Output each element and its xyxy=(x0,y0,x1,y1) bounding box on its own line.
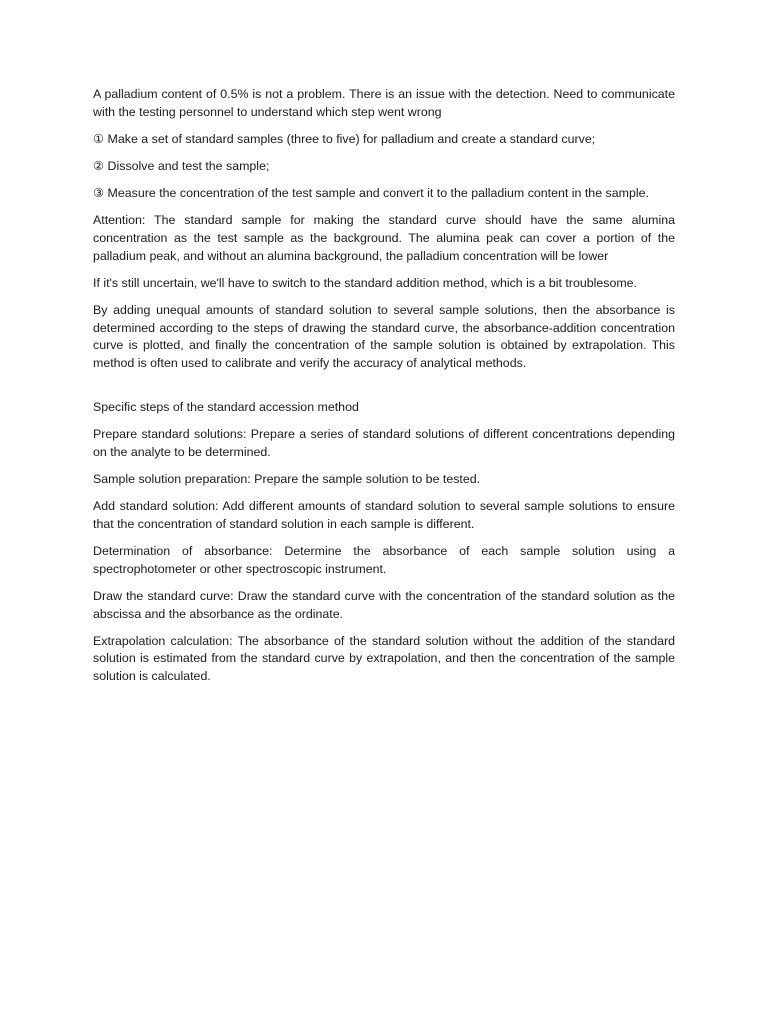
uncertain-paragraph: If it's still uncertain, we'll have to switch to the standard addition method, which is a bit troublesome. xyxy=(93,275,637,290)
standard-addition-paragraph: By adding unequal amounts of standard solution to several sample solutions, then the absorbance is determined according to the steps of drawing the standard curve, the absorbance-addition concentration curve is plotted, and finally the concentration of the sample solution is obtained by extrapolation. This method is often used to calibrate and verify the accuracy of analytical methods. xyxy=(93,302,675,370)
document-page xyxy=(93,86,675,695)
draw-curve-paragraph: Draw the standard curve: Draw the standard curve with the concentration of the standard solution as the abscissa and the absorbance as the ordinate. xyxy=(93,589,675,621)
section-heading: Specific steps of the standard accession method xyxy=(93,400,359,415)
step-two-paragraph: ② Dissolve and test the sample; xyxy=(93,158,270,173)
intro-paragraph: A palladium content of 0.5% is not a problem. There is an issue with the detection. Need to communicate with the testing personnel to understand which step went wrong xyxy=(93,87,675,119)
step-one-paragraph: ① Make a set of standard samples (three to five) for palladium and create a standard curve; xyxy=(93,131,596,146)
prepare-standard-paragraph: Prepare standard solutions: Prepare a series of standard solutions of different concentrations depending on the analyte to be determined. xyxy=(93,427,675,460)
add-standard-paragraph: Add standard solution: Add different amounts of standard solution to several sample solutions to ensure that the concentration of standard solution in each sample is different. xyxy=(93,499,675,532)
absorbance-paragraph: Determination of absorbance: Determine the absorbance of each sample solution using a spectrophotometer or other spectroscopic instrument. xyxy=(93,544,675,576)
attention-paragraph: Attention: The standard sample for making the standard curve should have the same alumina concentration as the test sample as the background. The alumina peak can cover a portion of the palladium peak, and without an alumina background, the palladium concentration will be lower xyxy=(93,213,675,263)
step-three-paragraph: ③ Measure the concentration of the test sample and convert it to the palladium content in the sample. xyxy=(93,186,649,201)
extrapolation-paragraph: Extrapolation calculation: The absorbance of the standard solution without the addition of the standard solution is estimated from the standard curve by extrapolation, and then the concentration of the sample solution is calculated. xyxy=(93,633,675,683)
sample-preparation-paragraph: Sample solution preparation: Prepare the sample solution to be tested. xyxy=(93,472,481,487)
